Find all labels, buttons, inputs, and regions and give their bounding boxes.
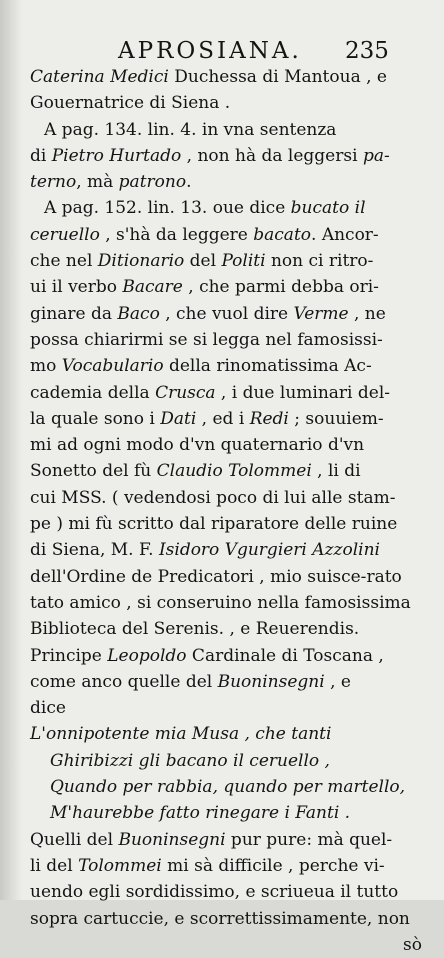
italic-segment: Baco — [117, 303, 160, 324]
text-segment: li del — [30, 855, 79, 876]
text-segment: del — [184, 251, 222, 272]
text-segment: Duchessa di Mantoua , e — [168, 67, 387, 87]
text-line — [30, 327, 422, 353]
italic-segment: bacato — [253, 224, 312, 245]
text-segment: pur pure: mà quel- — [225, 829, 393, 850]
italic-segment: Ghiribizzi gli bacano il ceruello , — [50, 750, 330, 771]
text-segment: Principe — [30, 645, 108, 666]
text-segment: , ne — [348, 303, 386, 324]
text-segment: di Siena, M. F. — [30, 540, 159, 561]
text-line — [30, 774, 422, 800]
text-segment: dell'Ordine de Predicatori , mio suisce- — [30, 566, 367, 587]
italic-segment: Bacare — [122, 277, 183, 298]
text-segment: , e — [324, 671, 351, 692]
text-line — [30, 590, 422, 616]
italic-segment: M'haurebbe fatto rinegare i Fanti . — [50, 803, 351, 824]
italic-segment: Redi — [249, 408, 289, 429]
text-line — [30, 721, 422, 747]
text-segment: di — [30, 145, 52, 166]
text-segment: cui MSS. ( vedendosi poco di lui alle stam- — [30, 487, 396, 508]
text-line — [30, 511, 422, 537]
text-segment: ui il verbo — [30, 277, 123, 298]
text-line — [30, 222, 422, 248]
text-line — [30, 879, 422, 905]
text-segment: sò — [403, 934, 422, 955]
text-line — [30, 906, 422, 932]
text-line — [30, 695, 422, 721]
text-line — [30, 274, 422, 300]
italic-segment: pa- — [362, 145, 390, 166]
text-segment: Quelli del — [30, 829, 119, 850]
text-segment: sopra cartuccie, e scorrettissimamente, non — [30, 908, 410, 929]
italic-segment: L'onnipotente mia Musa , che tanti — [30, 724, 332, 745]
text-line — [30, 485, 422, 511]
italic-segment: terno — [30, 172, 77, 193]
text-segment: Gouernatrice di Siena . — [30, 93, 231, 114]
italic-segment: Tolommei — [78, 855, 162, 876]
text-line — [30, 537, 422, 563]
text-segment: , li di — [311, 461, 361, 482]
italic-segment: Claudio Tolommei — [156, 461, 312, 482]
italic-segment: Verme — [293, 303, 349, 324]
text-line — [30, 380, 422, 406]
text-segment: pe ) mi fù scritto dal riparatore delle ruine — [30, 514, 398, 535]
text-line — [30, 853, 422, 879]
text-line — [30, 458, 422, 484]
italic-segment: ceruello — [30, 224, 100, 245]
text-segment: come anco quelle del — [30, 671, 218, 692]
italic-segment: Ditionario — [97, 251, 185, 272]
text-segment: . Ancor- — [311, 224, 379, 245]
text-segment: della rinomatissima Ac- — [163, 356, 372, 377]
running-title: APROSIANA. — [118, 38, 302, 64]
text-segment: cademia della — [30, 382, 156, 403]
text-line — [30, 353, 422, 379]
italic-segment: Buoninsegni — [118, 829, 226, 850]
text-segment: Sonetto del fù — [30, 461, 157, 482]
text-segment: , che parmi debba ori- — [182, 277, 379, 298]
text-segment: , mà — [76, 172, 119, 193]
text-segment: , che vuol dire — [159, 303, 294, 324]
text-segment: che nel — [30, 251, 98, 272]
text-segment: , non hà da leggersi — [181, 145, 363, 166]
text-segment: ; souuiem- — [288, 408, 384, 429]
italic-segment: patrono — [118, 172, 187, 193]
italic-segment: Isidoro Vgurgieri Azzolini — [158, 540, 380, 561]
text-line — [30, 117, 422, 143]
text-segment: la quale sono i — [30, 408, 161, 429]
page-number: 235 — [345, 38, 389, 64]
text-segment: Cardinale di Toscana , — [186, 645, 384, 666]
text-segment: uendo egli sordidissimo, e scriueua il tutto — [30, 882, 399, 903]
text-line — [30, 143, 422, 169]
text-line — [30, 248, 422, 274]
text-line — [30, 616, 422, 642]
italic-segment: Leopoldo — [107, 645, 187, 666]
text-segment: mi sà difficile , perche vi- — [161, 855, 385, 876]
text-line — [30, 432, 422, 458]
text-segment: , s'hà da leggere — [99, 224, 254, 245]
text-line — [30, 406, 422, 432]
text-segment: rato — [366, 566, 402, 587]
text-line — [30, 748, 422, 774]
text-segment: A pag. 134. lin. 4. in vna sentenza — [44, 119, 337, 140]
text-line — [30, 301, 422, 327]
text-segment: tato amico , si conseruino nella famosissima — [30, 592, 411, 613]
text-line — [30, 932, 422, 958]
text-line — [30, 195, 422, 221]
body-text — [30, 64, 422, 958]
italic-segment: Pietro Hurtado — [51, 145, 182, 166]
text-line — [30, 800, 422, 826]
text-segment: A pag. 152. lin. 13. oue dice — [44, 198, 291, 219]
text-line — [30, 64, 422, 90]
italic-segment: Politi — [221, 251, 266, 272]
text-line — [30, 90, 422, 116]
text-segment: Biblioteca del Serenis. , e Reuerendis. — [30, 619, 360, 640]
italic-segment: Quando per rabbia, quando per martello, — [50, 777, 406, 798]
text-segment: mo — [30, 356, 62, 377]
text-segment: , ed i — [196, 408, 250, 429]
text-segment: , i due luminari del- — [215, 382, 390, 403]
italic-segment: Caterina Medici — [30, 67, 169, 87]
italic-segment: Buoninsegni — [217, 671, 325, 692]
italic-segment: Crusca — [155, 382, 216, 403]
text-segment: possa chiarirmi se si legga nel famosissi- — [30, 329, 383, 350]
text-line — [30, 169, 422, 195]
text-segment: . — [186, 172, 192, 193]
italic-segment: Vocabulario — [61, 356, 164, 377]
text-segment: dice — [30, 698, 66, 719]
text-segment: non ci ritro- — [265, 251, 374, 272]
text-segment: mi ad ogni modo d'vn quaternario d'vn — [30, 435, 365, 456]
text-line — [30, 643, 422, 669]
text-line — [30, 827, 422, 853]
text-line — [30, 564, 422, 590]
text-segment: ginare da — [30, 303, 118, 324]
italic-segment: Dati — [160, 408, 197, 429]
italic-segment: bucato il — [290, 198, 366, 219]
text-line — [30, 669, 422, 695]
